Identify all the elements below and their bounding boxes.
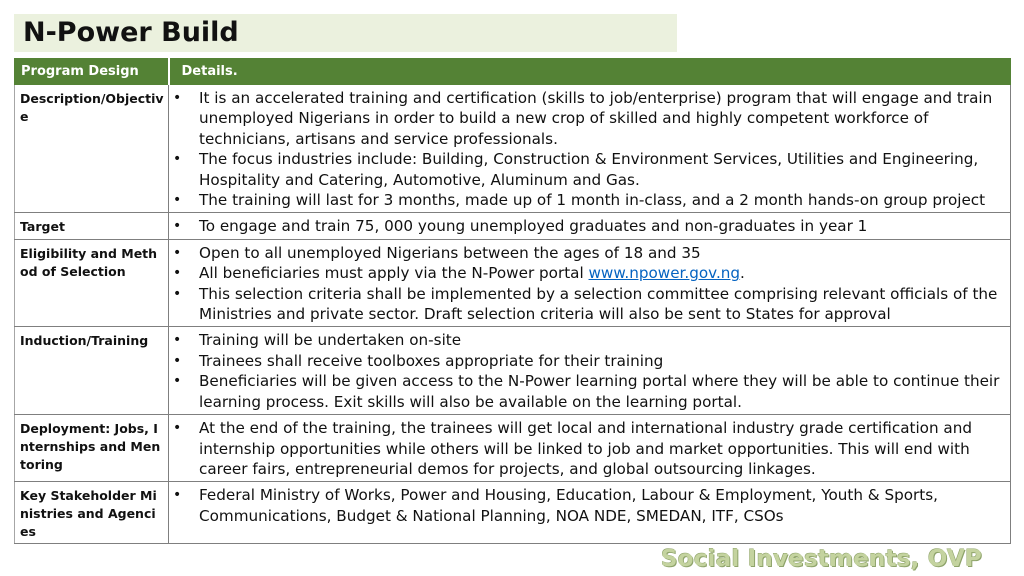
row-label-cell	[15, 213, 169, 239]
bullet-list	[169, 85, 1010, 212]
bullet-item	[169, 149, 1004, 190]
bullet-text: Open to all unemployed Nigerians between the ages of 18 and 35	[199, 243, 701, 262]
bullet-dot-icon: •	[173, 151, 182, 168]
row-details-cell	[169, 482, 1011, 544]
bullet-list	[169, 415, 1010, 481]
table-row	[15, 85, 1011, 213]
bullet-dot-icon: •	[173, 244, 182, 261]
row-details-cell	[169, 415, 1011, 482]
bullet-list	[169, 240, 1010, 327]
row-details-cell	[169, 239, 1011, 327]
bullet-list	[169, 327, 1010, 414]
row-label: Eligibility and Method of Selection	[20, 245, 158, 279]
table-row	[15, 327, 1011, 415]
bullet-dot-icon: •	[173, 420, 182, 437]
npower-portal-link[interactable]: www.npower.gov.ng	[588, 264, 741, 283]
bullet-dot-icon: •	[173, 218, 182, 235]
bullet-text: The focus industries include: Building, Construction & Environment Services, Utilities and Engineering, Hospitality and Catering, Automotive, Aluminum and Gas.	[199, 150, 979, 189]
footer-brand: Social Investments, OVP	[660, 546, 982, 572]
bullet-dot-icon: •	[173, 332, 182, 349]
bullet-dot-icon: •	[173, 90, 182, 106]
table-body	[15, 85, 1011, 544]
bullet-text: It is an accelerated training and certification (skills to job/enterprise) program that will engage and train unemployed Nigerians in order to build a new crop of skilled and highly competent workforce of technicians, artisans and service professionals.	[199, 89, 993, 148]
table-row	[15, 239, 1011, 327]
program-table	[14, 58, 1011, 544]
bullet-text: All beneficiaries must apply via the N-Power portal	[199, 264, 589, 283]
bullet-item	[169, 88, 1004, 149]
bullet-text: At the end of the training, the trainees will get local and international industry grade certification and internship opportunities while others will be linked to job and market opportunities. This will end with career fairs, entrepreneurial demos for projects, and global outsourcing linkages.	[199, 419, 972, 478]
bullet-item	[169, 243, 1004, 263]
bullet-dot-icon: •	[173, 487, 182, 504]
bullet-item	[169, 351, 1004, 371]
row-label-cell	[15, 482, 169, 544]
header-program-design: Program Design	[15, 59, 169, 85]
bullet-item	[169, 190, 1004, 210]
title-bar	[14, 14, 677, 52]
bullet-list	[169, 482, 1010, 528]
row-label-cell	[15, 239, 169, 327]
table-header-row	[15, 59, 1011, 85]
bullet-text: Trainees shall receive toolboxes appropriate for their training	[199, 351, 664, 370]
row-label: Deployment: Jobs, Internships and Mentoring	[20, 421, 161, 473]
row-details-cell	[169, 327, 1011, 415]
bullet-item	[169, 485, 1004, 526]
page-title: N-Power Build	[23, 17, 239, 48]
bullet-text: .	[740, 264, 745, 283]
bullet-dot-icon: •	[173, 192, 182, 209]
bullet-item	[169, 216, 1004, 236]
bullet-list	[169, 213, 1010, 238]
bullet-item	[169, 263, 1004, 283]
bullet-dot-icon: •	[173, 352, 182, 369]
row-label-cell	[15, 85, 169, 213]
bullet-dot-icon: •	[173, 285, 182, 302]
row-label: Target	[20, 219, 65, 235]
bullet-item	[169, 418, 1004, 479]
bullet-dot-icon: •	[173, 265, 182, 282]
bullet-text: The training will last for 3 months, made up of 1 month in-class, and a 2 month hands-on group project	[199, 191, 986, 210]
row-label: Induction/Training	[20, 333, 149, 349]
bullet-text: This selection criteria shall be implemented by a selection committee comprising relevant officials of the Ministries and private sector. Draft selection criteria will also be sent to States for approval	[199, 284, 998, 324]
row-label-cell	[15, 415, 169, 482]
table-row	[15, 213, 1011, 239]
row-details-cell	[169, 213, 1011, 239]
bullet-item	[169, 284, 1004, 325]
bullet-item	[169, 330, 1004, 350]
row-label: Key Stakeholder Ministries and Agencies	[20, 488, 157, 540]
row-details-cell	[169, 85, 1011, 213]
bullet-text: Training will be undertaken on-site	[199, 331, 462, 350]
table-row	[15, 482, 1011, 544]
row-label-cell	[15, 327, 169, 415]
bullet-text: Federal Ministry of Works, Power and Housing, Education, Labour & Employment, Youth & Sports, Communications, Budget & National Planning, NOA NDE, SMEDAN, ITF, CSOs	[199, 486, 938, 525]
bullet-dot-icon: •	[173, 373, 182, 390]
bullet-text: To engage and train 75, 000 young unemployed graduates and non-graduates in year 1	[199, 217, 868, 236]
row-label: Description/Objective	[20, 91, 164, 124]
bullet-text: Beneficiaries will be given access to the N-Power learning portal where they will be able to continue their learning process. Exit skills will also be available on the learning portal.	[199, 372, 1000, 411]
table-row	[15, 415, 1011, 482]
bullet-item	[169, 371, 1004, 412]
header-details: Details.	[169, 59, 1011, 85]
